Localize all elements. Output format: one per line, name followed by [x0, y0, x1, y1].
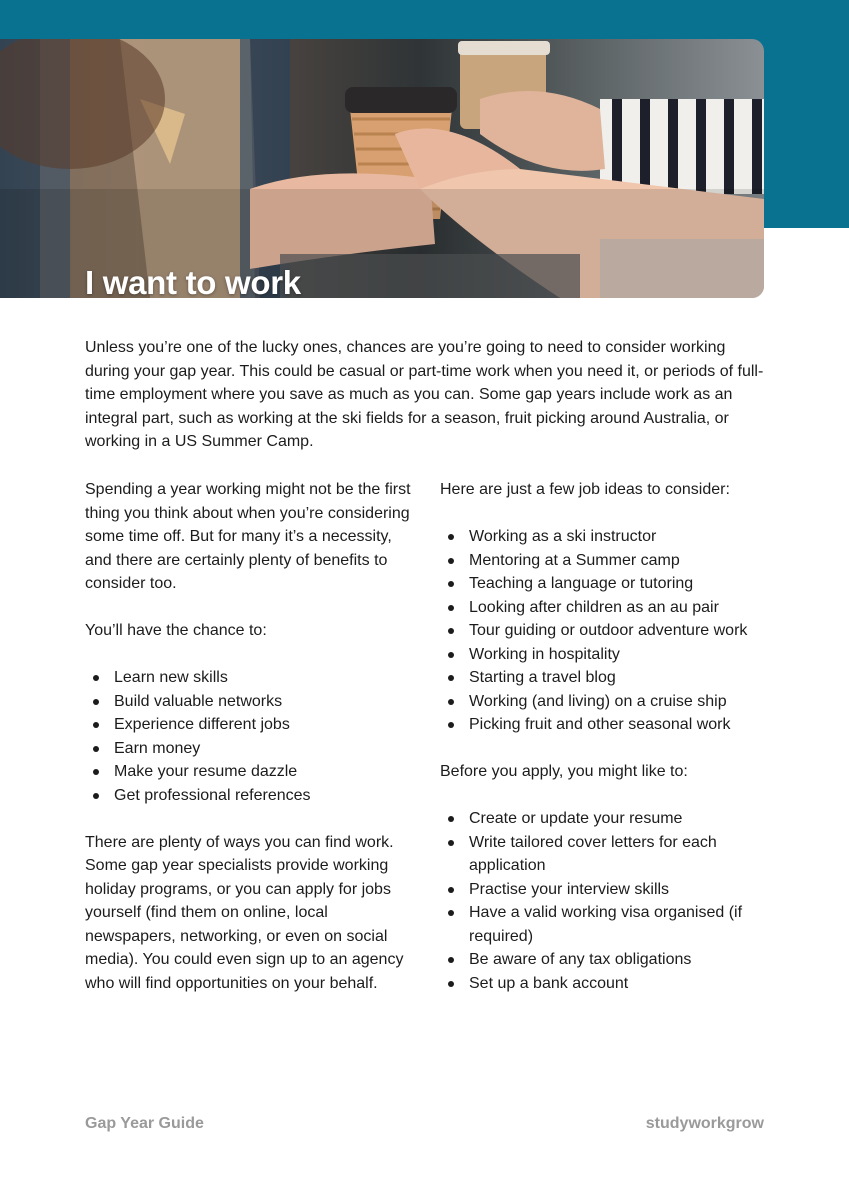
right-column — [440, 478, 765, 1019]
intro-paragraph: Unless you’re one of the lucky ones, chances are you’re going to need to consider working during your gap year. This could be casual or part-time work when you need it, or periods of full-time employment where you save as much as you can. Some gap years include work as an integral part, such as working at the ski fields for a season, fruit picking around Australia, or working in a US Summer Camp. — [85, 339, 764, 450]
list-item: Starting a travel blog — [469, 666, 765, 690]
list-item: Tour guiding or outdoor adventure work — [469, 619, 765, 643]
list-item: Practise your interview skills — [469, 878, 765, 902]
list-item: Experience different jobs — [114, 713, 415, 737]
list-item: Working (and living) on a cruise ship — [469, 690, 765, 714]
list-item: Have a valid working visa organised (if required) — [469, 901, 765, 948]
list-item: Write tailored cover letters for each application — [469, 831, 765, 878]
job-ideas-list — [440, 525, 765, 737]
list-item: Create or update your resume — [469, 807, 765, 831]
list-item: Make your resume dazzle — [114, 760, 415, 784]
list-item: Looking after children as an au pair — [469, 596, 765, 620]
finding-work-paragraph: There are plenty of ways you can find work. Some gap year specialists provide working holiday programs, or you can apply for jobs yourself (find them on online, local newspapers, networking, or even on social media). You could even sign up to an agency who will find opportunities on your behalf. — [85, 833, 404, 992]
before-apply-heading: Before you apply, you might like to: — [440, 763, 688, 780]
list-item: Earn money — [114, 737, 415, 761]
list-item: Mentoring at a Summer camp — [469, 549, 765, 573]
footer-brand: studyworkgrow — [645, 1115, 764, 1132]
list-item: Picking fruit and other seasonal work — [469, 713, 765, 737]
coffee-handover-illustration — [0, 39, 764, 298]
list-item: Working as a ski instructor — [469, 525, 765, 549]
list-item: Learn new skills — [114, 666, 415, 690]
apply-steps-list — [440, 807, 765, 995]
list-item: Build valuable networks — [114, 690, 415, 714]
list-item: Get professional references — [114, 784, 415, 808]
list-item: Working in hospitality — [469, 643, 765, 667]
list-item: Set up a bank account — [469, 972, 765, 996]
list-item: Teaching a language or tutoring — [469, 572, 765, 596]
hero-image — [0, 39, 764, 298]
job-ideas-heading: Here are just a few job ideas to consider: — [440, 481, 730, 498]
left-column — [85, 478, 415, 1019]
working-benefits-paragraph: Spending a year working might not be the first thing you think about when you’re considering some time off. But for many it’s a necessity, and there are certainly plenty of benefits to consider too. — [85, 481, 411, 592]
chance-heading: You’ll have the chance to: — [85, 622, 267, 639]
page-title: I want to work — [85, 264, 301, 298]
footer-guide-title: Gap Year Guide — [85, 1115, 204, 1132]
benefits-list — [85, 666, 415, 807]
list-item: Be aware of any tax obligations — [469, 948, 765, 972]
